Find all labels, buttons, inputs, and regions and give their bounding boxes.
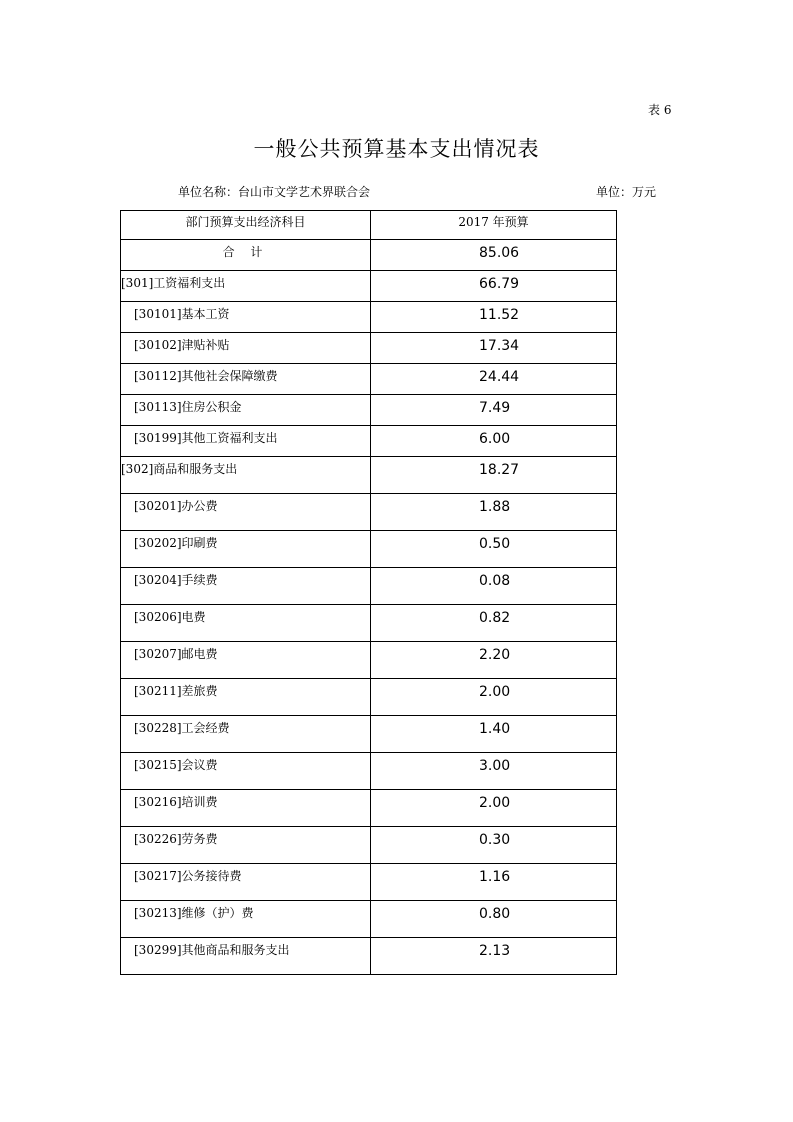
row-value: 6.00 [371,426,617,457]
row-value: 2.00 [371,790,617,827]
table-row-total [121,240,617,271]
row-value: 1.88 [371,494,617,531]
row-label: [30201]办公费 [121,494,371,531]
table-row [121,426,617,457]
row-label: [30228]工会经费 [121,716,371,753]
row-label: [30202]印刷费 [121,531,371,568]
row-value: 1.16 [371,864,617,901]
table-row [121,864,617,901]
table-row [121,679,617,716]
header-budget: 2017 年预算 [371,211,617,240]
table-header-row [121,211,617,240]
table-number: 表 6 [648,103,672,117]
row-value: 85.06 [371,240,617,271]
row-value: 11.52 [371,302,617,333]
table-row [121,716,617,753]
table-row [121,642,617,679]
table-row [121,333,617,364]
row-label: [30216]培训费 [121,790,371,827]
table-row [121,901,617,938]
row-value: 66.79 [371,271,617,302]
row-value: 1.40 [371,716,617,753]
row-label: [30199]其他工资福利支出 [121,426,371,457]
row-label: [30204]手续费 [121,568,371,605]
table-row [121,457,617,494]
row-label: [301]工资福利支出 [121,271,371,302]
table-row [121,568,617,605]
row-label: [30113]住房公积金 [121,395,371,426]
row-value: 3.00 [371,753,617,790]
row-value: 7.49 [371,395,617,426]
row-label: [30206]电费 [121,605,371,642]
row-value: 0.08 [371,568,617,605]
row-value: 24.44 [371,364,617,395]
row-value: 0.80 [371,901,617,938]
table-row [121,605,617,642]
row-label: [30102]津贴补贴 [121,333,371,364]
row-label: [302]商品和服务支出 [121,457,371,494]
table-row [121,531,617,568]
row-value: 18.27 [371,457,617,494]
row-label: 合 计 [121,240,371,271]
table-row [121,827,617,864]
row-label: [30112]其他社会保障缴费 [121,364,371,395]
table-row [121,271,617,302]
table-row [121,302,617,333]
table-row [121,790,617,827]
table-row [121,753,617,790]
expenditure-table [120,210,617,975]
unit-currency: 单位：万元 [596,185,657,199]
row-label: [30213]维修（护）费 [121,901,371,938]
row-value: 0.30 [371,827,617,864]
row-label: [30226]劳务费 [121,827,371,864]
table-row [121,938,617,975]
table-row [121,494,617,531]
unit-name: 单位名称：台山市文学艺术界联合会 [178,185,371,199]
row-label: [30215]会议费 [121,753,371,790]
row-value: 0.50 [371,531,617,568]
row-label: [30101]基本工资 [121,302,371,333]
row-label: [30211]差旅费 [121,679,371,716]
table-row [121,395,617,426]
page-title: 一般公共预算基本支出情况表 [253,137,540,161]
header-category: 部门预算支出经济科目 [121,211,371,240]
row-value: 0.82 [371,605,617,642]
row-value: 2.13 [371,938,617,975]
row-value: 2.00 [371,679,617,716]
row-label: [30217]公务接待费 [121,864,371,901]
row-label: [30207]邮电费 [121,642,371,679]
table-row [121,364,617,395]
row-value: 17.34 [371,333,617,364]
row-label: [30299]其他商品和服务支出 [121,938,371,975]
row-value: 2.20 [371,642,617,679]
